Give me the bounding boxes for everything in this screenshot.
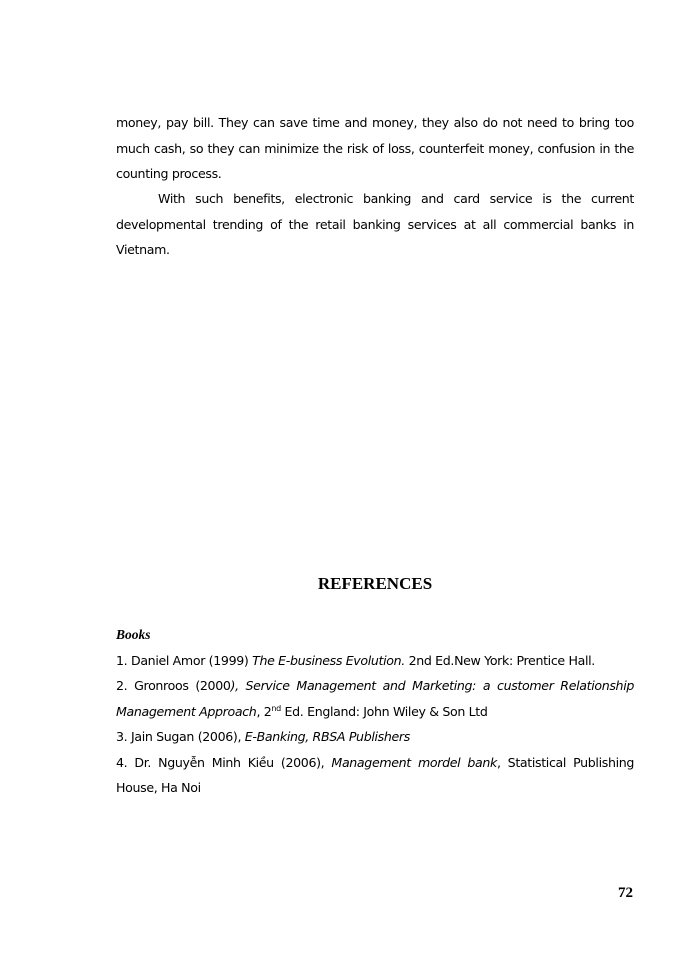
reference-title: The E-business Evolution. [252, 652, 405, 668]
reference-title: E-Banking, RBSA Publishers [244, 729, 410, 744]
paragraph-continuation [116, 110, 634, 187]
references-heading: REFERENCES [317, 574, 433, 593]
reference-item [116, 648, 634, 674]
reference-item [116, 750, 634, 801]
reference-author: 2. Gronroos (2000 [116, 678, 231, 693]
reference-item [116, 724, 634, 750]
page-number: 72 [618, 885, 633, 901]
reference-title: Management mordel bank [331, 754, 497, 770]
reference-author: 1. Daniel Amor (1999) [116, 652, 253, 668]
section-label-books: Books [116, 627, 151, 642]
reference-edition-sup: nd [271, 703, 281, 713]
reference-author: 3. Jain Sugan (2006), [116, 729, 245, 744]
references-list [116, 622, 634, 801]
paragraph-benefits [116, 186, 634, 263]
reference-publisher: 2nd Ed.New York: Prentice Hall. [404, 652, 595, 668]
paragraph-text: money, pay bill. They can save time and money, they also do not need to bring too much cash, so they can minimize the risk of loss, counterfeit money, confusion in the counting process. [116, 115, 634, 181]
reference-edition: , 2 [256, 703, 272, 719]
reference-title: ), Service Management and Marketing: a customer Relationship Management Approach [116, 678, 634, 719]
paragraph-text: With such benefits, electronic banking and card service is the current developmental trending of the retail banking services at all commercial banks in Vietnam. [116, 191, 634, 257]
reference-publisher: , Statistical Publishing House, Ha Noi [116, 754, 634, 795]
reference-item [116, 673, 634, 724]
reference-author: 4. Dr. Nguyễn Minh Kiều (2006), [116, 754, 332, 770]
reference-publisher: Ed. England: John Wiley & Son Ltd [280, 703, 488, 719]
